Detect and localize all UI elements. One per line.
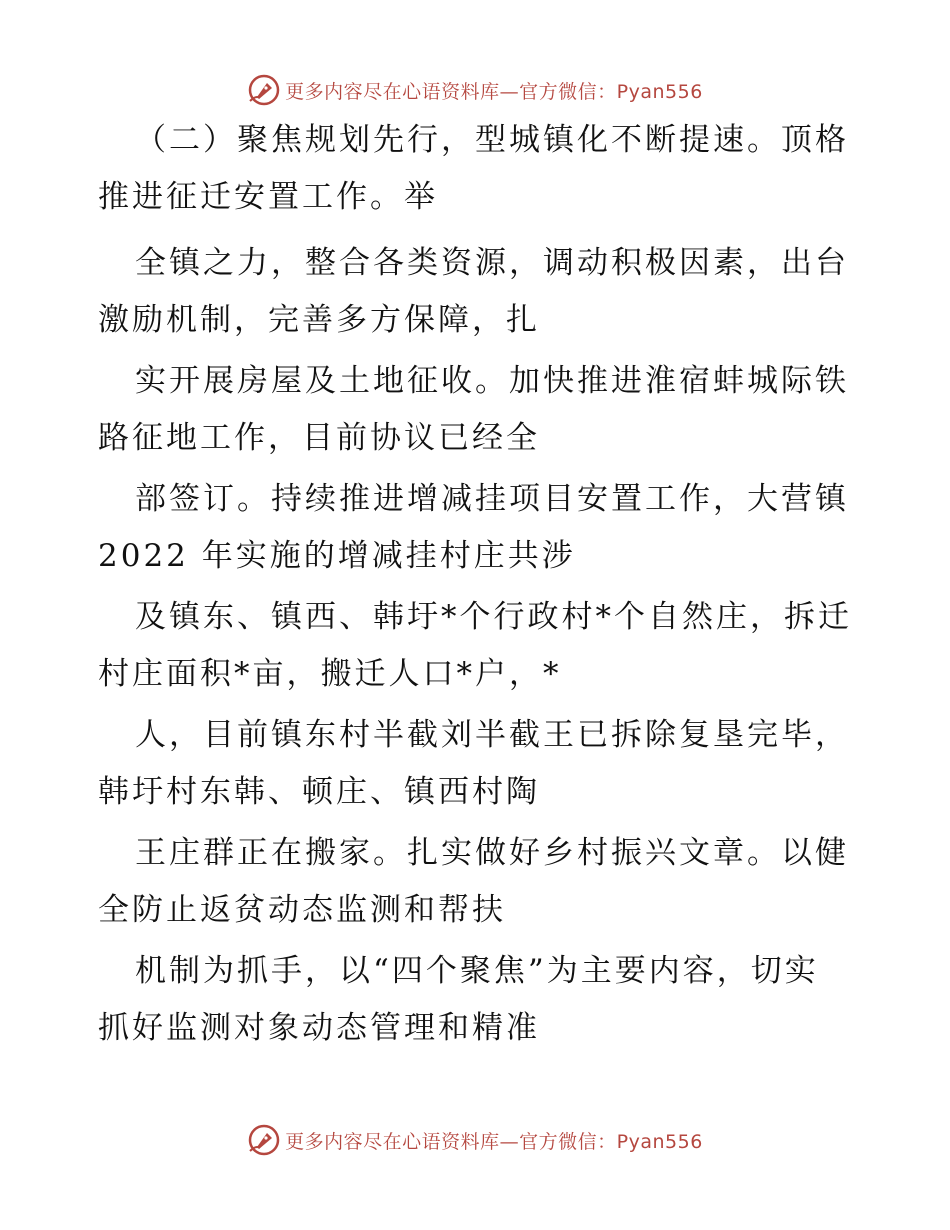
paragraph-line: 推进征迁安置工作。举 <box>98 179 438 215</box>
paragraph-line: 抓好监测对象动态管理和精准 <box>98 1010 540 1046</box>
paragraph-line: 及镇东、镇西、韩圩*个行政村*个自然庄，拆迁 <box>135 599 852 635</box>
paragraph-line: 村庄面积*亩，搬迁人口*户，* <box>98 656 562 692</box>
footer-watermark <box>0 1120 950 1160</box>
paragraph-line: 机制为抓手，以“四个聚焦”为主要内容，切实 <box>135 953 819 989</box>
paragraph-line: （二）聚焦规划先行，型城镇化不断提速。顶格 <box>135 122 849 158</box>
paragraph-line: 王庄群正在搬家。扎实做好乡村振兴文章。以健 <box>135 835 849 871</box>
paragraph-line: 韩圩村东韩、顿庄、镇西村陶 <box>98 774 540 810</box>
paragraph-line: 实开展房屋及土地征收。加快推进淮宿蚌城际铁 <box>135 363 849 399</box>
paragraph-line: 人，目前镇东村半截刘半截王已拆除复垦完毕， <box>135 717 849 753</box>
paragraph-line: 路征地工作，目前协议已经全 <box>98 420 540 456</box>
paragraph-line: 2022 年实施的增减挂村庄共涉 <box>98 538 576 574</box>
paragraph-line: 部签订。持续推进增减挂项目安置工作，大营镇 <box>135 481 849 517</box>
watermark-text: 更多内容尽在心语资料库—官方微信：Pyan556 <box>285 80 703 103</box>
paragraph-line: 激励机制，完善多方保障，扎 <box>98 302 540 338</box>
header-watermark <box>0 70 950 110</box>
paragraph-line: 全镇之力，整合各类资源，调动积极因素，出台 <box>135 245 849 281</box>
watermark-text: 更多内容尽在心语资料库—官方微信：Pyan556 <box>285 1130 703 1153</box>
pen-nib-logo-icon <box>247 1123 281 1157</box>
pen-nib-logo-icon <box>247 73 281 107</box>
paragraph-line: 全防止返贫动态监测和帮扶 <box>98 892 506 928</box>
